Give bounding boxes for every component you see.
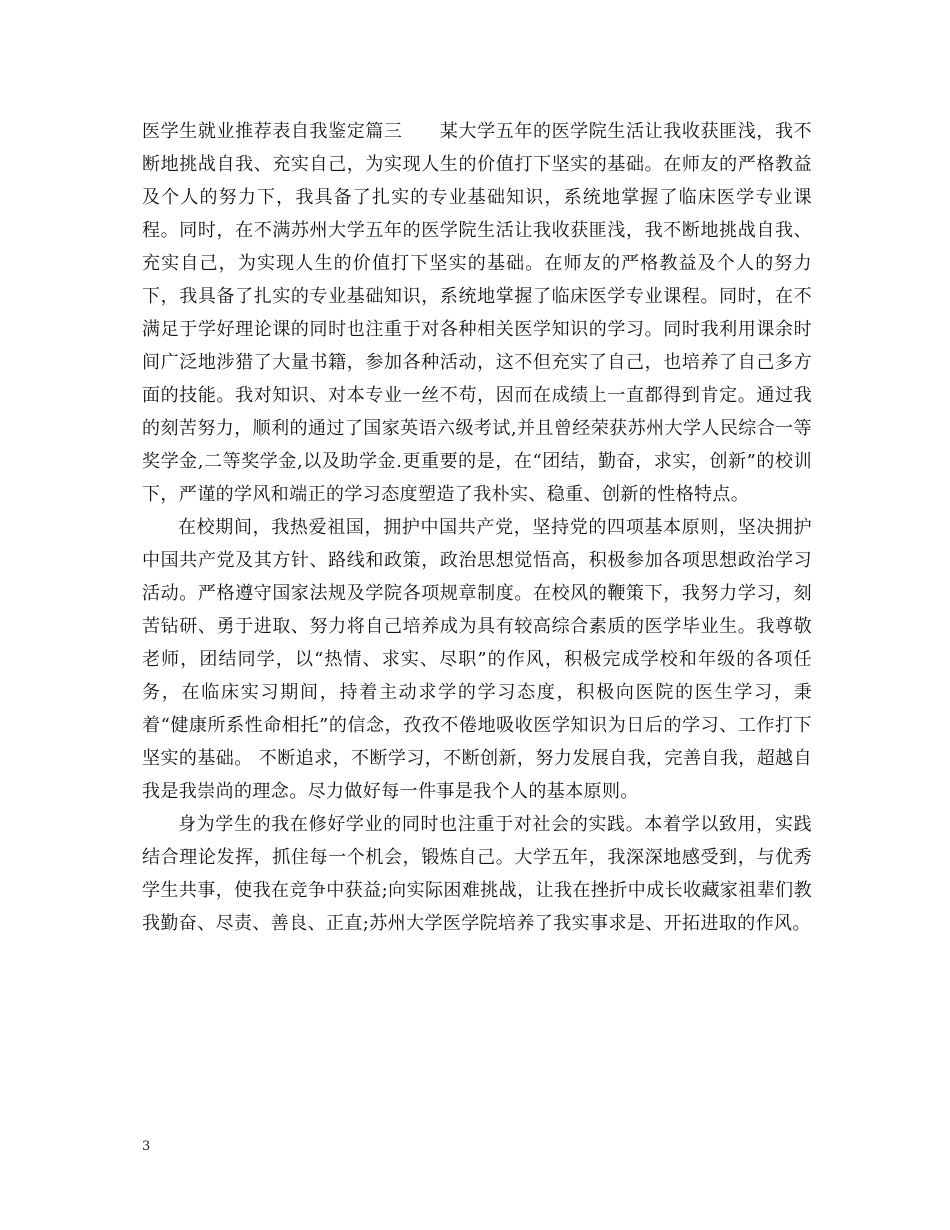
paragraph-social-practice: 身为学生的我在修好学业的同时也注重于对社会的实践。本着学以致用，实践结合理论发挥，抓住每一个机会，锻炼自己。大学五年，我深深地感受到，与优秀学生共事，使我在竞争中获益;向实际困难挑战，让我在挫折中成长收藏家祖辈们教我勤奋、尽责、善良、正直;苏州大学医学院培养了我实事求是、开拓进取的作风。	[142, 814, 812, 934]
paragraph-school-conduct: 在校期间，我热爱祖国，拥护中国共产党，坚持党的四项基本原则，坚决拥护中国共产党及其方针、路线和政策，政治思想觉悟高，积极参加各项思想政治学习活动。严格遵守国家法规及学院各项规章制度。在校风的鞭策下，我努力学习，刻苦钻研、勇于进取、努力将自己培养成为具有较高综合素质的医学毕业生。我尊敬老师，团结同学，以“热情、求实、尽职”的作风，积极完成学校和年级的各项任务，在临床实习期间，持着主动求学的学习态度，积极向医院的医生学习，秉着“健康所系性命相托”的信念，孜孜不倦地吸收医学知识为日后的学习、工作打下坚实的基础。 不断追求，不断学习，不断创新，努力发展自我，完善自我，超越自我是我崇尚的理念。尽力做好每一件事是我个人的基本原则。	[142, 517, 812, 802]
paragraph-self-evaluation: 医学生就业推荐表自我鉴定篇三 某大学五年的医学院生活让我收获匪浅，我不断地挑战自我、充实自己，为实现人生的价值打下坚实的基础。在师友的严格教益及个人的努力下，我具备了扎实的专业基础知识，系统地掌握了临床医学专业课程。同时，在不满苏州大学五年的医学院生活让我收获匪浅，我不断地挑战自我、充实自己，为实现人生的价值打下坚实的基础。在师友的严格教益及个人的努力下，我具备了扎实的专业基础知识，系统地掌握了临床医学专业课程。同时，在不满足于学好理论课的同时也注重于对各种相关医学知识的学习。同时我利用课余时间广泛地涉猎了大量书籍，参加各种活动，这不但充实了自己，也培养了自己多方面的技能。我对知识、对本专业一丝不苟，因而在成绩上一直都得到肯定。通过我的刻苦努力，顺利的通过了国家英语六级考试,并且曾经荣获苏州大学人民综合一等奖学金,二等奖学金,以及助学金.更重要的是，在“团结，勤奋，求实，创新”的校训下，严谨的学风和端正的学习态度塑造了我朴实、稳重、创新的性格特点。	[142, 121, 812, 505]
document-body	[142, 115, 812, 940]
page-number: 3	[142, 1139, 151, 1154]
